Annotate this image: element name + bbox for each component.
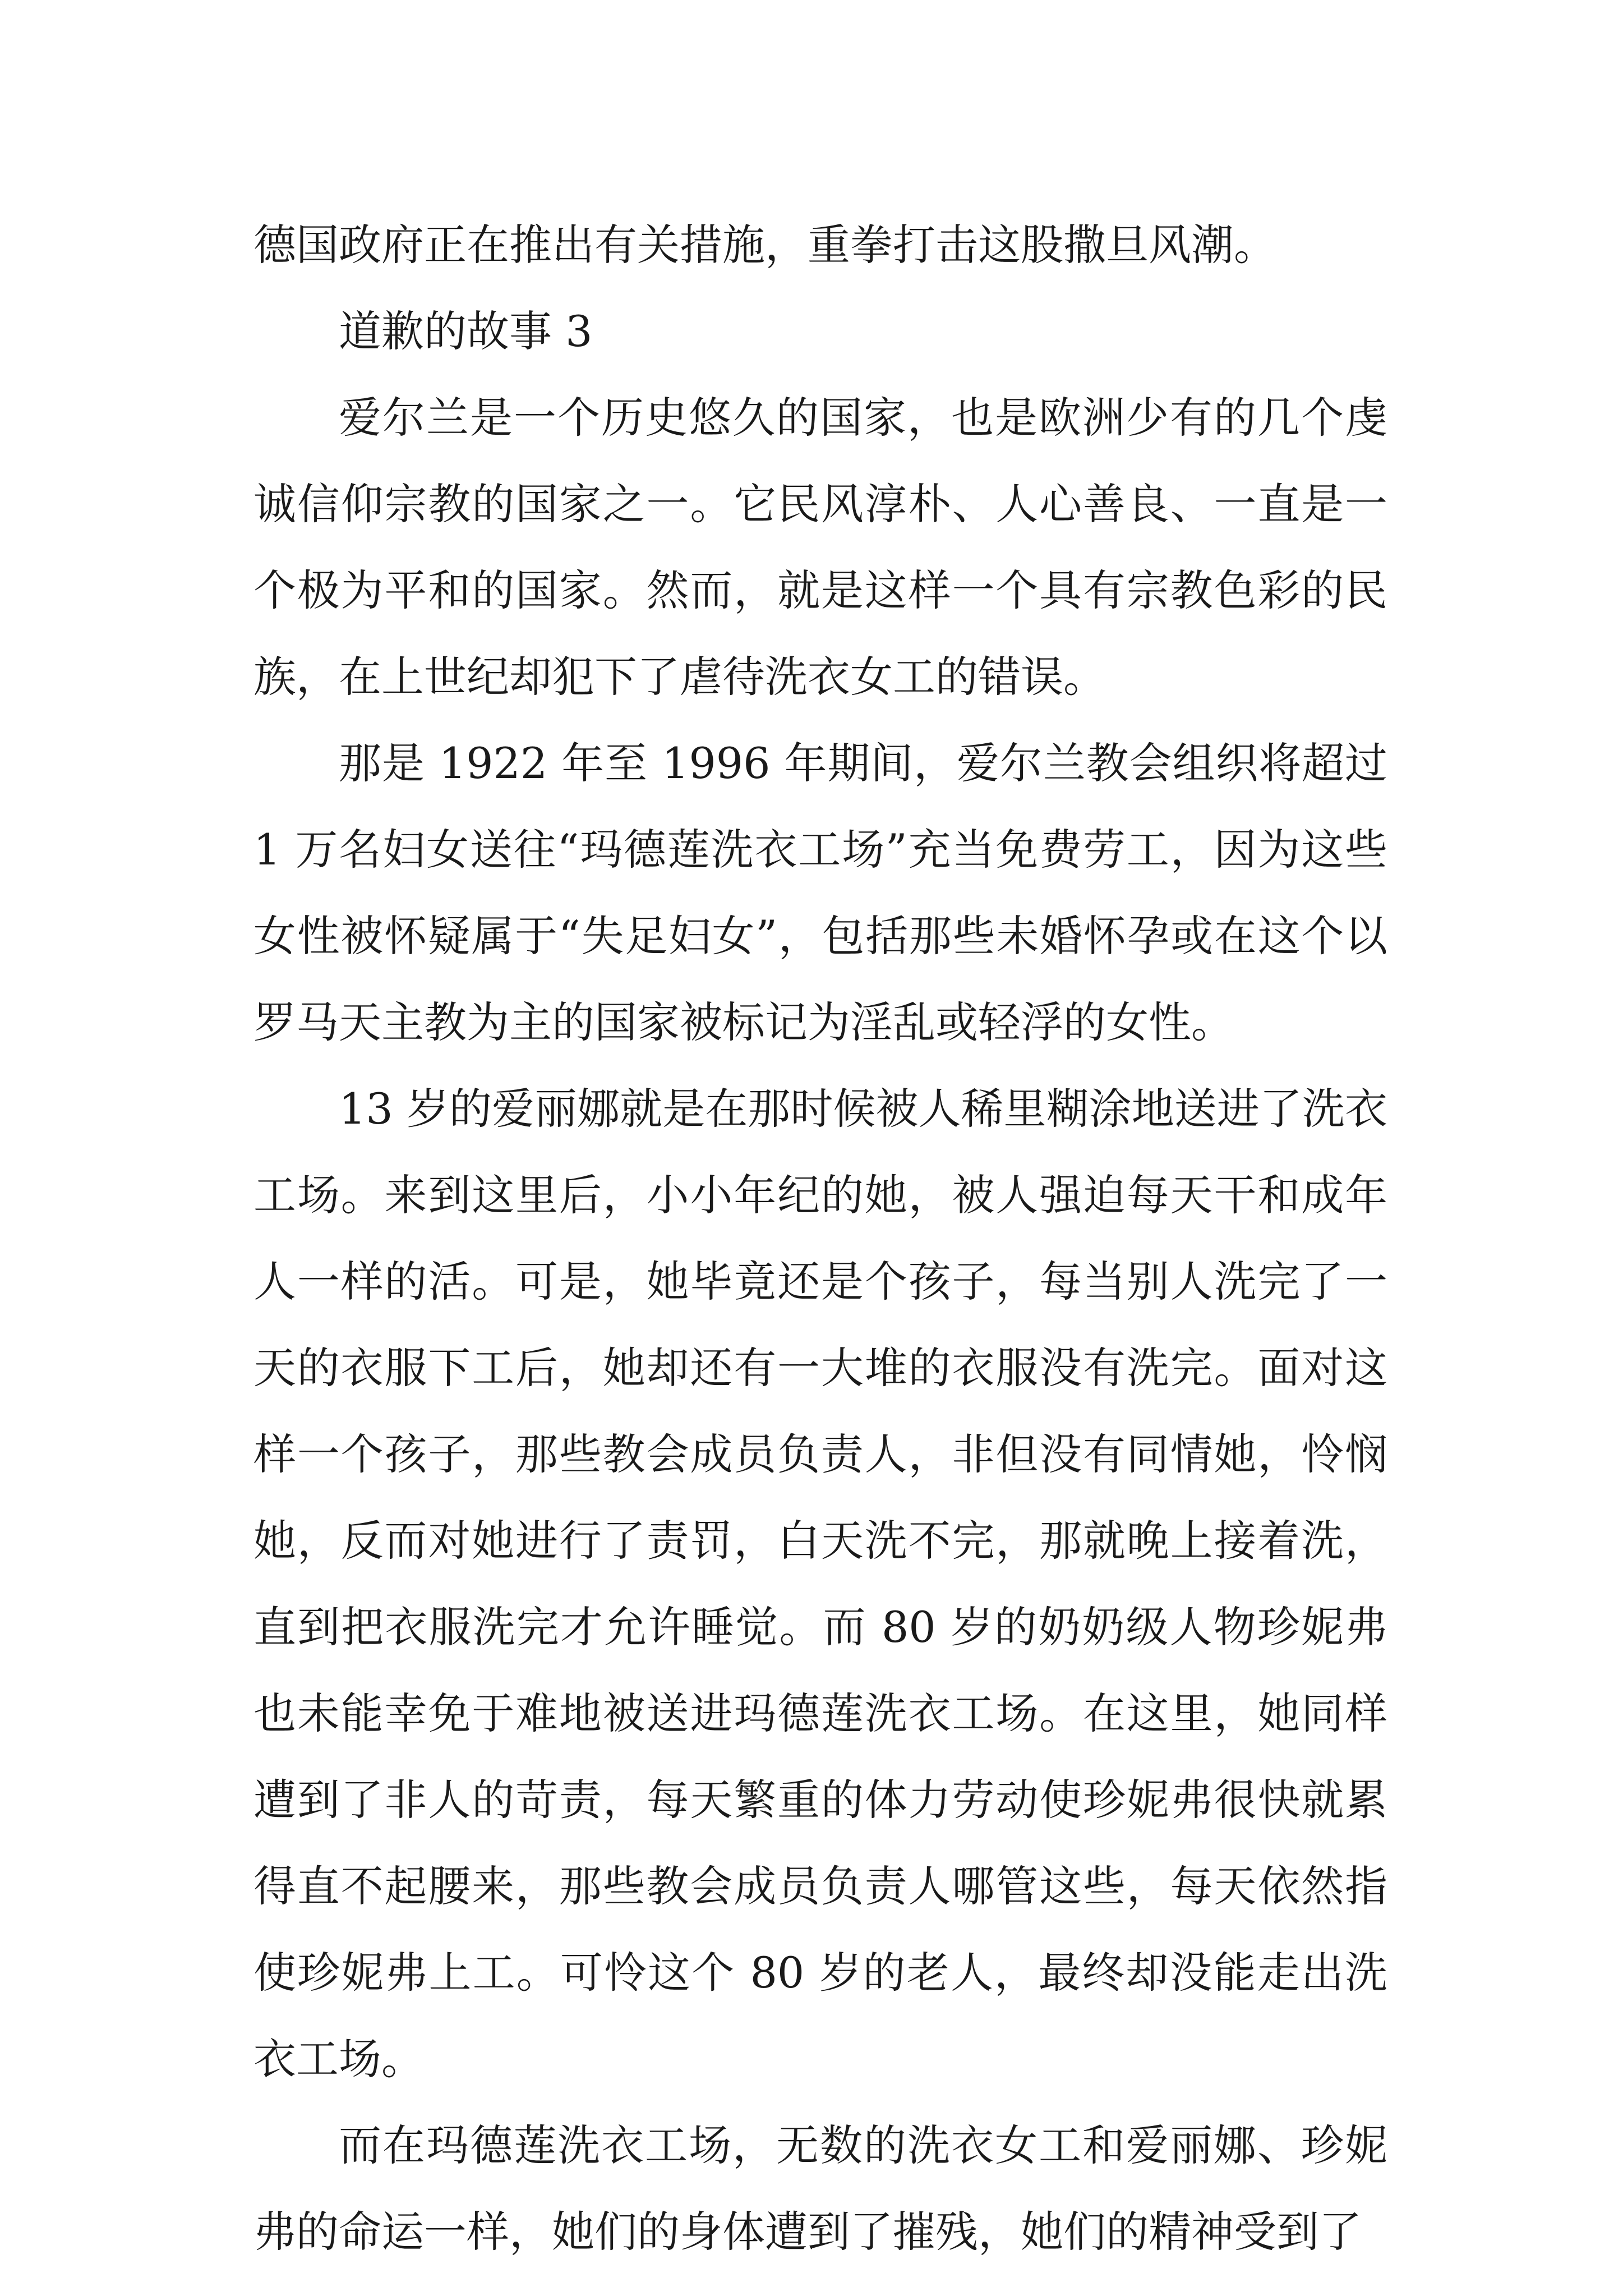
paragraph-continuation: 德国政府正在推出有关措施，重拳打击这股撒旦风潮。 — [253, 220, 1276, 270]
document-body — [253, 202, 1387, 2275]
paragraph-laundries-history: 那是 1922 年至 1996 年期间，爱尔兰教会组织将超过 1 万名妇女送往“玛德莲洗衣工场”充当免费劳工，因为这些女性被怀疑属于“失足妇女”，包括那些未婚怀孕或在这个以罗马天主教为主的国家被标记为淫乱或轻浮的女性。 — [253, 738, 1387, 1047]
paragraph-alina-jennifer: 13 岁的爱丽娜就是在那时候被人稀里糊涂地送进了洗衣工场。来到这里后，小小年纪的她，被人强迫每天干和成年人一样的活。可是，她毕竟还是个孩子，每当别人洗完了一天的衣服下工后，她却还有一大堆的衣服没有洗完。面对这样一个孩子，那些教会成员负责人，非但没有同情她，怜悯她，反而对她进行了责罚，白天洗不完，那就晚上接着洗，直到把衣服洗完才允许睡觉。而 80 岁的奶奶级人物珍妮弗也未能幸免于难地被送进玛德莲洗衣工场。在这里，她同样遭到了非人的苛责，每天繁重的体力劳动使珍妮弗很快就累得直不起腰来，那些教会成员负责人哪管这些，每天依然指使珍妮弗上工。可怜这个 80 岁的老人，最终却没能走出洗衣工场。 — [253, 1084, 1387, 2084]
section-heading: 道歉的故事 3 — [339, 306, 593, 356]
paragraph-ireland-intro: 爱尔兰是一个历史悠久的国家，也是欧洲少有的几个虔诚信仰宗教的国家之一。它民风淳朴、人心善良、一直是一个极为平和的国家。然而，就是这样一个具有宗教色彩的民族，在上世纪却犯下了虐待洗衣女工的错误。 — [253, 393, 1387, 702]
paragraph-laundry-fate: 而在玛德莲洗衣工场，无数的洗衣女工和爱丽娜、珍妮弗的命运一样，她们的身体遭到了摧残，她们的精神受到了 — [253, 2120, 1387, 2257]
